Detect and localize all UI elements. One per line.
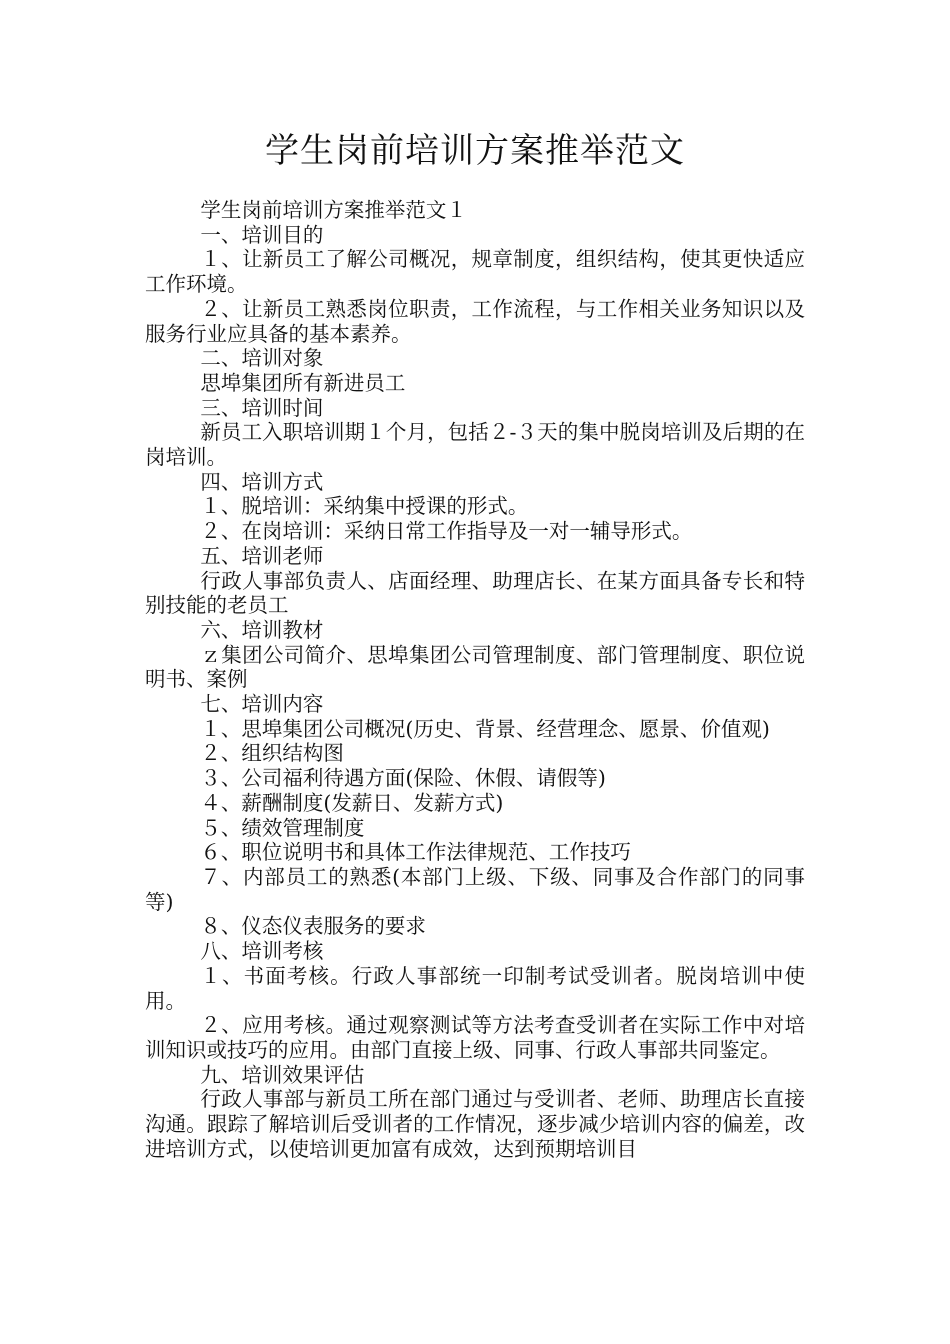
body-paragraph: 新员工入职培训期１个月，包括２-３天的集中脱岗培训及后期的在岗培训。	[145, 420, 805, 470]
body-paragraph: 八、培训考核	[200, 939, 324, 964]
body-paragraph: ２、组织结构图	[200, 741, 344, 766]
body-paragraph: 七、培训内容	[200, 692, 324, 717]
body-paragraph: 行政人事部负责人、店面经理、助理店长、在某方面具备专长和特别技能的老员工	[145, 568, 805, 618]
body-paragraph: ６、职位说明书和具体工作法律规范、工作技巧	[200, 840, 631, 865]
body-paragraph: １、让新员工了解公司概况，规章制度，组织结构，使其更快适应工作环境。	[145, 247, 805, 297]
body-paragraph: 二、培训对象	[200, 346, 324, 371]
body-paragraph: 九、培训效果评估	[200, 1062, 365, 1087]
body-paragraph: ７、内部员工的熟悉(本部门上级、下级、同事及合作部门的同事等)	[145, 864, 805, 914]
body-paragraph: 三、培训时间	[200, 395, 324, 420]
body-paragraph: 一、培训目的	[200, 222, 324, 247]
body-paragraph: 六、培训教材	[200, 617, 324, 642]
body-paragraph: 行政人事部与新员工所在部门通过与受训者、老师、助理店长直接沟通。跟踪了解培训后受训者的工作情况，逐步减少培训内容的偏差，改进培训方式，以使培训更加富有成效，达到预期培训目	[145, 1087, 805, 1161]
body-paragraph: １、脱培训：采纳集中授课的形式。	[200, 494, 529, 519]
body-paragraph: ２、让新员工熟悉岗位职责，工作流程，与工作相关业务知识以及服务行业应具备的基本素养。	[145, 296, 805, 346]
body-paragraph: ２、在岗培训：采纳日常工作指导及一对一辅导形式。	[200, 519, 693, 544]
document-body	[145, 198, 805, 1161]
body-paragraph: ｚ集团公司简介、思埠集团公司管理制度、部门管理制度、职位说明书、案例	[145, 642, 805, 692]
body-paragraph: 学生岗前培训方案推举范文１	[200, 198, 467, 222]
body-paragraph: １、书面考核。行政人事部统一印制考试受训者。脱岗培训中使用。	[145, 963, 805, 1013]
body-paragraph: ３、公司福利待遇方面(保险、休假、请假等)	[200, 766, 606, 791]
body-paragraph: ４、薪酬制度(发薪日、发薪方式)	[200, 790, 504, 815]
body-paragraph: ２、应用考核。通过观察测试等方法考查受训者在实际工作中对培训知识或技巧的应用。由部门直接上级、同事、行政人事部共同鉴定。	[145, 1013, 805, 1062]
body-paragraph: 五、培训老师	[200, 543, 324, 568]
body-paragraph: 四、培训方式	[200, 469, 324, 494]
body-paragraph: ５、绩效管理制度	[200, 815, 365, 840]
body-paragraph: １、思埠集团公司概况(历史、背景、经营理念、愿景、价值观)	[200, 716, 770, 741]
document-title: 学生岗前培训方案推举范文	[265, 131, 685, 171]
body-paragraph: ８、仪态仪表服务的要求	[200, 914, 426, 939]
body-paragraph: 思埠集团所有新进员工	[200, 370, 406, 395]
